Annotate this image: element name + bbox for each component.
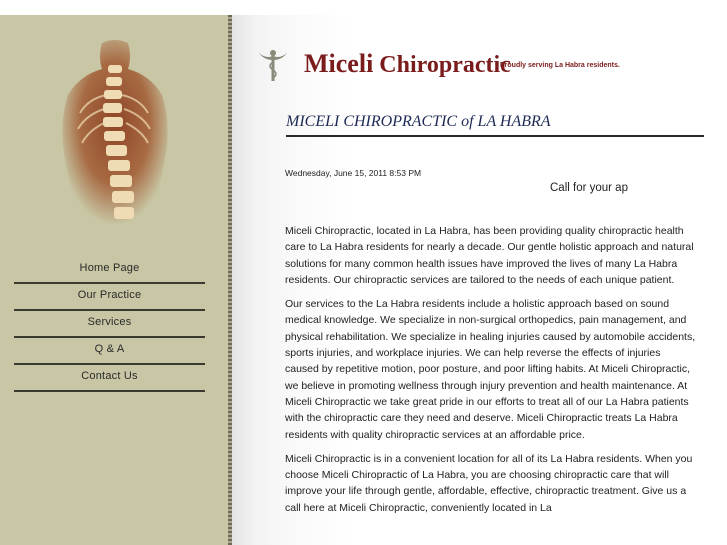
date-stamp: Wednesday, June 15, 2011 8:53 PM [285, 168, 422, 178]
body-text [285, 223, 697, 524]
brand-first-word: Miceli [304, 49, 374, 78]
paragraph: Miceli Chiropractic is in a convenient location for all of its La Habra residents. When you choose Miceli Chiropractic of La Habra, you are choosing chiropractic care that will improve your life through gentle, affordable, effective, chiropractic treatment. Give us a call here at Miceli Chiropractic, conveniently located in La [285, 452, 693, 514]
marquee-text: Call for your ap [550, 182, 628, 194]
nav-our-practice[interactable]: Our Practice [14, 284, 205, 311]
nav-q-and-a[interactable]: Q & A [14, 338, 205, 365]
brand-title [304, 49, 511, 79]
sidebar-nav [14, 257, 205, 392]
brand-second-word: Chiropractic [379, 52, 511, 78]
sidebar [0, 15, 228, 545]
nav-home-page[interactable]: Home Page [14, 257, 205, 284]
tagline: Proudly serving La Habra residents. [500, 62, 620, 69]
nav-contact-us[interactable]: Contact Us [14, 365, 205, 392]
paragraph: Miceli Chiropractic, located in La Habra, has been providing quality chiropractic health care to La Habra residents for nearly a decade. Our gentle holistic approach and natural solutions for many common health issues have improved the lives of many La Habra residents. Our chiropractic services are tailored to the needs of each unique patient. [285, 225, 694, 286]
main-content [232, 15, 727, 545]
spine-illustration [40, 35, 190, 235]
paragraph: Our services to the La Habra residents include a holistic approach based on sound medical knowledge. We specialize in non-surgical orthopedics, pain management, and physical rehabilitation. We specialize in healing injuries caused by automobile accidents, sports injuries, and workplace injuries. We can help reverse the effects of injuries caused by repetitive motion, poor posture, and poor lifting habits. At Miceli Chiropractic, we believe in promoting wellness through injury prevention and health maintenance. At Miceli Chiropractic we take great pride in our efforts to treat all of our La Habra patients with the chiropractic care they need and deserve. Miceli Chiropractic treats La Habra residents with quality chiropractic services at an affordable price. [285, 298, 696, 441]
page-heading: MICELI CHIROPRACTIC of LA HABRA [286, 113, 704, 137]
caduceus-icon [258, 47, 288, 83]
top-strip [0, 0, 727, 15]
nav-services[interactable]: Services [14, 311, 205, 338]
